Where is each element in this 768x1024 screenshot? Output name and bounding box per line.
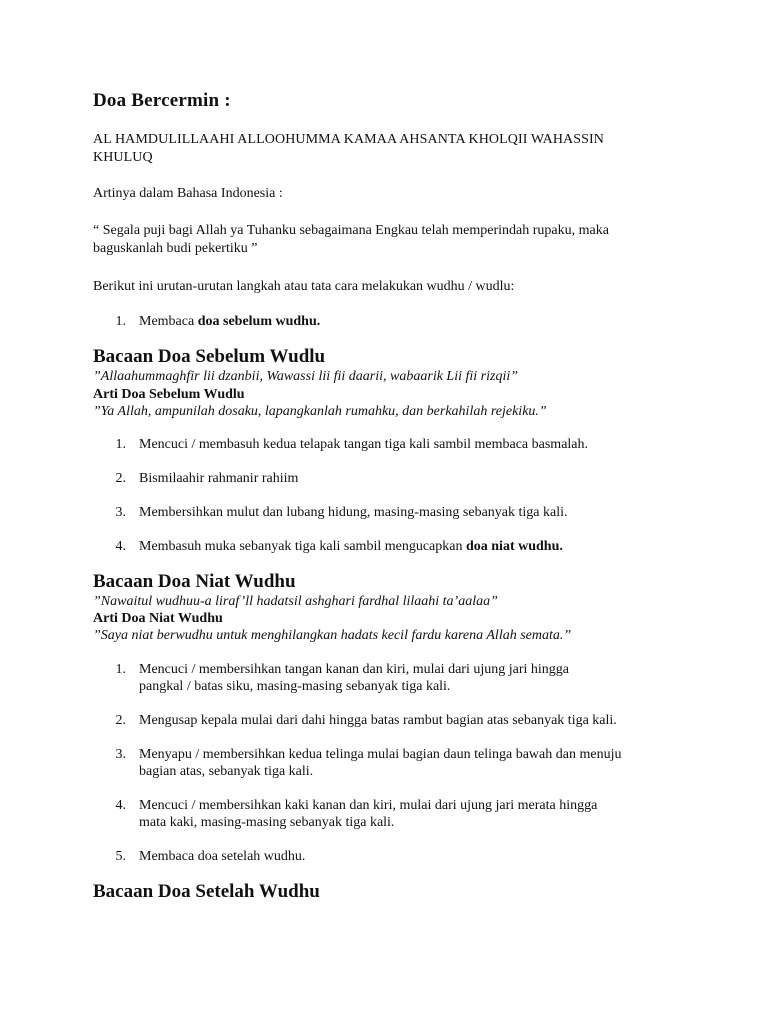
arti-sebelum-text: ”Ya Allah, ampunilah dosaku, lapangkanlah rumahku, dan berkahilah rejekiku.”: [93, 404, 547, 419]
arabic-latin-line-1: AL HAMDULILLAAHI ALLOOHUMMA KAMAA AHSANTA KHOLQII WAHASSIN: [93, 132, 605, 147]
heading-doa-setelah-wudhu: Bacaan Doa Setelah Wudhu: [93, 881, 320, 902]
list3-item-line1: Mengusap kepala mulai dari dahi hingga batas rambut bagian atas sebanyak tiga kali.: [139, 713, 617, 728]
list2-item: Membersihkan mulut dan lubang hidung, masing-masing sebanyak tiga kali.: [139, 505, 568, 520]
arti-niat-text: ”Saya niat berwudhu untuk menghilangkan hadats kecil fardu karena Allah semata.”: [93, 628, 572, 643]
list3-number: 2.: [115, 713, 126, 728]
list3-item-line1: Menyapu / membersihkan kedua telinga mulai bagian daun telinga bawah dan menuju: [139, 747, 622, 762]
list3-number: 3.: [115, 747, 126, 762]
doa-sebelum-latin: ”Allaahummaghfir lii dzanbii, Wawassi lii fii daarii, wabaarik Lii fii rizqii”: [93, 369, 519, 384]
arti-sebelum-label: Arti Doa Sebelum Wudlu: [93, 387, 245, 402]
list3-number: 4.: [115, 798, 126, 813]
doa-niat-latin: ”Nawaitul wudhuu-a liraf’ll hadatsil ashghari fardhal lilaahi ta’aalaa”: [93, 594, 498, 609]
list3-item-line1: Membaca doa setelah wudhu.: [139, 849, 306, 864]
arti-niat-label: Arti Doa Niat Wudhu: [93, 611, 223, 626]
list3-item-line2: bagian atas, sebanyak tiga kali.: [139, 764, 314, 779]
title: Doa Bercermin :: [93, 90, 231, 111]
heading-doa-sebelum-wudlu: Bacaan Doa Sebelum Wudlu: [93, 346, 326, 367]
list3-number: 1.: [115, 662, 126, 677]
heading-doa-niat-wudhu: Bacaan Doa Niat Wudhu: [93, 571, 296, 592]
translation-line-2: baguskanlah budi pekertiku ”: [93, 241, 258, 256]
list3-item-line1: Mencuci / membersihkan kaki kanan dan kiri, mulai dari ujung jari merata hingga: [139, 798, 598, 813]
artinya-label: Artinya dalam Bahasa Indonesia :: [93, 186, 283, 201]
list2-item: Mencuci / membasuh kedua telapak tangan tiga kali sambil membaca basmalah.: [139, 437, 589, 452]
intro-text: Berikut ini urutan-urutan langkah atau tata cara melakukan wudhu / wudlu:: [93, 279, 515, 294]
list3-item-line2: pangkal / batas siku, masing-masing sebanyak tiga kali.: [139, 679, 451, 694]
list2-number: 2.: [115, 471, 126, 486]
list3-item-line1: Mencuci / membersihkan tangan kanan dan kiri, mulai dari ujung jari hingga: [139, 662, 569, 677]
list2-number: 4.: [115, 539, 126, 554]
list3-number: 5.: [115, 849, 126, 864]
list2-item: Membasuh muka sebanyak tiga kali sambil mengucapkan doa niat wudhu.: [139, 539, 563, 554]
list1-number: 1.: [115, 314, 126, 329]
arabic-latin-line-2: KHULUQ: [93, 150, 153, 165]
list2-number: 1.: [115, 437, 126, 452]
list2-number: 3.: [115, 505, 126, 520]
list2-item: Bismilaahir rahmanir rahiim: [139, 471, 299, 486]
list1-item: Membaca doa sebelum wudhu.: [139, 314, 321, 329]
list3-item-line2: mata kaki, masing-masing sebanyak tiga kali.: [139, 815, 395, 830]
translation-line-1: “ Segala puji bagi Allah ya Tuhanku sebagaimana Engkau telah memperindah rupaku, maka: [93, 223, 609, 238]
